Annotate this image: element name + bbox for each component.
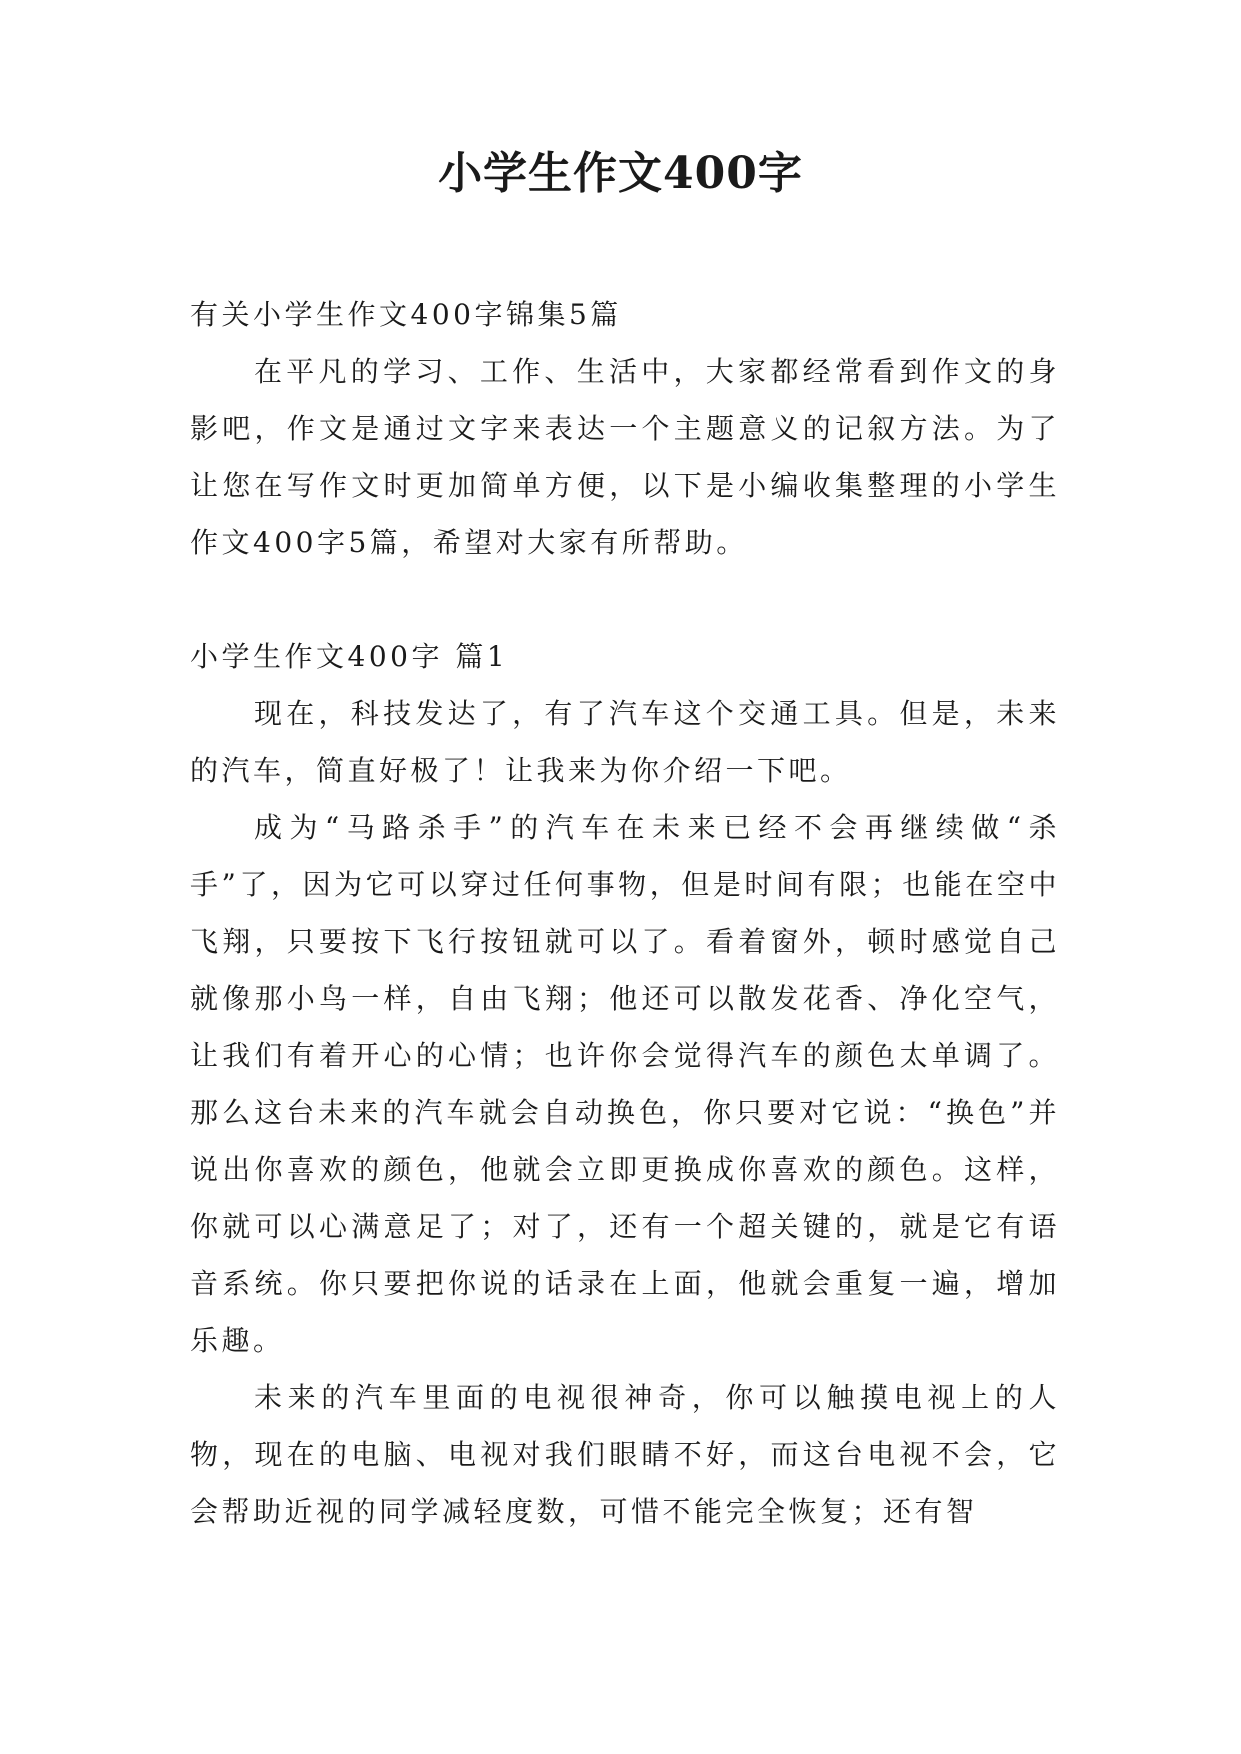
section-1-heading: 小学生作文400字 篇1 — [190, 640, 509, 673]
section-spacer — [190, 571, 1060, 628]
intro-paragraph: 在平凡的学习、工作、生活中，大家都经常看到作文的身影吧，作文是通过文字来表达一个主题意义的记叙方法。为了让您在写作文时更加简单方便，以下是小编收集整理的小学生作文400字5篇，希望对大家有所帮助。 — [190, 355, 1060, 559]
document-title: 小学生作文400字 — [438, 148, 803, 199]
document-body — [190, 286, 1060, 1540]
section-1-paragraph-1: 现在，科技发达了，有了汽车这个交通工具。但是，未来的汽车，简直好极了！让我来为你介绍一下吧。 — [190, 697, 1060, 787]
section-1-paragraph-2: 成为“马路杀手”的汽车在未来已经不会再继续做“杀手”了，因为它可以穿过任何事物，但是时间有限；也能在空中飞翔，只要按下飞行按钮就可以了。看着窗外，顿时感觉自己就像那小鸟一样，自由飞翔；他还可以散发花香、净化空气，让我们有着开心的心情；也许你会觉得汽车的颜色太单调了。那么这台未来的汽车就会自动换色，你只要对它说：“换色”并说出你喜欢的颜色，他就会立即更换成你喜欢的颜色。这样，你就可以心满意足了；对了，还有一个超关键的，就是它有语音系统。你只要把你说的话录在上面，他就会重复一遍，增加乐趣。 — [190, 811, 1060, 1357]
section-1-paragraph-3: 未来的汽车里面的电视很神奇，你可以触摸电视上的人物，现在的电脑、电视对我们眼睛不好，而这台电视不会，它会帮助近视的同学减轻度数，可惜不能完全恢复；还有智 — [190, 1381, 1060, 1528]
intro-heading: 有关小学生作文400字锦集5篇 — [190, 298, 622, 331]
